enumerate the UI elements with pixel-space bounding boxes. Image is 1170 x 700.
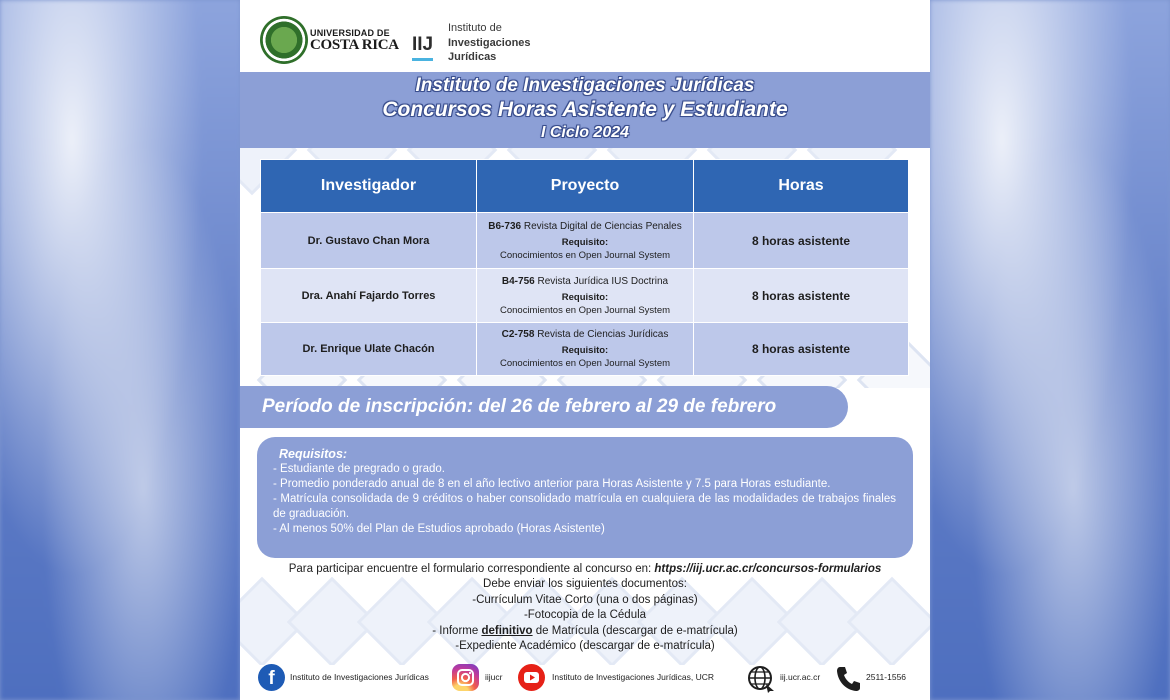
ucr-logo-line2: COSTA RICA bbox=[310, 37, 399, 53]
project-name: Revista Jurídica IUS Doctrina bbox=[537, 275, 669, 287]
header-horas: Horas bbox=[694, 160, 909, 213]
requisito-label: Requisito: bbox=[561, 291, 609, 303]
table-row bbox=[261, 213, 909, 269]
requisito-text: Conocimientos en Open Journal System bbox=[499, 249, 671, 261]
cell-investigador: Dr. Gustavo Chan Mora bbox=[261, 213, 477, 269]
document-item: -Currículum Vitae Corto (una o dos páginas) bbox=[472, 593, 698, 606]
doc3-pre: - Informe bbox=[432, 624, 482, 637]
cell-investigador: Dra. Anahí Fajardo Torres bbox=[261, 269, 477, 323]
project-code: B4-756 bbox=[501, 275, 535, 287]
requirement-item: - Matrícula consolidada de 9 créditos o haber consolidado matrícula en cualquiera de las modalidades de trabajos finales de graduación. bbox=[273, 493, 896, 520]
cell-proyecto bbox=[477, 269, 694, 323]
document-item: -Expediente Académico (descargar de e-matrícula) bbox=[455, 640, 715, 653]
header-proyecto: Proyecto bbox=[477, 160, 694, 213]
instructions-intro-line bbox=[240, 562, 930, 577]
title-line-3: I Ciclo 2024 bbox=[540, 124, 630, 141]
project-code: C2-758 bbox=[501, 329, 535, 340]
instructions bbox=[240, 562, 930, 654]
facebook-label[interactable]: Instituto de Investigaciones Jurídicas bbox=[290, 672, 429, 682]
web-label[interactable]: iij.ucr.ac.cr bbox=[780, 672, 821, 682]
title-band bbox=[240, 72, 930, 148]
requisito-label: Requisito: bbox=[561, 236, 609, 248]
contest-table bbox=[260, 159, 909, 376]
project-name: Revista de Ciencias Jurídicas bbox=[537, 329, 669, 340]
project-name: Revista Digital de Ciencias Penales bbox=[523, 220, 682, 232]
cell-horas: 8 horas asistente bbox=[694, 269, 909, 323]
instagram-label[interactable]: iijucr bbox=[485, 672, 503, 682]
poster bbox=[240, 0, 930, 700]
cell-investigador: Dr. Enrique Ulate Chacón bbox=[261, 323, 477, 376]
cell-proyecto bbox=[477, 213, 694, 269]
iij-logo-line3: Jurídicas bbox=[448, 51, 497, 63]
header bbox=[240, 0, 930, 72]
registration-period: Período de inscripción: del 26 de febrero al 29 de febrero bbox=[240, 386, 848, 428]
requirements-title: Requisitos: bbox=[279, 447, 348, 461]
title-line-2: Concursos Horas Asistente y Estudiante bbox=[382, 98, 788, 121]
ucr-logo-line1: UNIVERSIDAD DE bbox=[310, 28, 390, 38]
web-globe-icon[interactable] bbox=[746, 664, 773, 691]
project-code: B6-736 bbox=[488, 220, 522, 232]
table-header-row bbox=[261, 160, 909, 213]
facebook-icon[interactable]: f bbox=[258, 664, 285, 691]
instructions-intro: Para participar encuentre el formulario correspondiente al concurso en: bbox=[288, 563, 655, 575]
background-left bbox=[0, 0, 240, 700]
cell-horas: 8 horas asistente bbox=[694, 323, 909, 376]
requirement-item: - Estudiante de pregrado o grado. bbox=[273, 463, 445, 475]
requisito-text: Conocimientos en Open Journal System bbox=[499, 358, 671, 369]
cell-horas: 8 horas asistente bbox=[694, 213, 909, 269]
requirements-box bbox=[257, 437, 913, 558]
title-line-1: Instituto de Investigaciones Jurídicas bbox=[415, 75, 755, 96]
youtube-icon[interactable] bbox=[518, 664, 545, 691]
iij-logo-mark: IIJ bbox=[412, 34, 434, 55]
background-right bbox=[930, 0, 1170, 700]
doc3-bold: definitivo bbox=[481, 624, 533, 637]
document-item: -Fotocopia de la Cédula bbox=[523, 609, 647, 622]
iij-logo-line1: Instituto de bbox=[448, 22, 502, 34]
iij-logo-line2: Investigaciones bbox=[448, 37, 531, 49]
table-row bbox=[261, 269, 909, 323]
requisito-text: Conocimientos en Open Journal System bbox=[499, 304, 671, 316]
forms-link[interactable]: https://iij.ucr.ac.cr/concursos-formularios bbox=[654, 563, 882, 575]
requirement-item: - Promedio ponderado anual de 8 en el año lectivo anterior para Horas Asistente y 7.5 para Horas estudiante. bbox=[273, 478, 831, 490]
requisito-label: Requisito: bbox=[561, 345, 609, 356]
header-investigador: Investigador bbox=[261, 160, 477, 213]
doc3-post: de Matrícula (descargar de e-matrícula) bbox=[532, 624, 738, 637]
cell-proyecto bbox=[477, 323, 694, 376]
document-item-informe bbox=[240, 624, 930, 639]
iij-logo-underline bbox=[412, 58, 433, 61]
table-row bbox=[261, 323, 909, 376]
footer bbox=[240, 662, 930, 694]
phone-label[interactable]: 2511-1556 bbox=[866, 672, 907, 682]
ucr-seal-icon bbox=[260, 16, 308, 64]
phone-icon[interactable] bbox=[834, 664, 861, 691]
youtube-label[interactable]: Instituto de Investigaciones Jurídicas, UCR bbox=[552, 672, 715, 682]
instagram-icon[interactable] bbox=[452, 664, 479, 691]
documents-title: Debe enviar los siguientes documentos: bbox=[483, 578, 687, 591]
requirement-item: - Al menos 50% del Plan de Estudios aprobado (Horas Asistente) bbox=[273, 523, 605, 535]
